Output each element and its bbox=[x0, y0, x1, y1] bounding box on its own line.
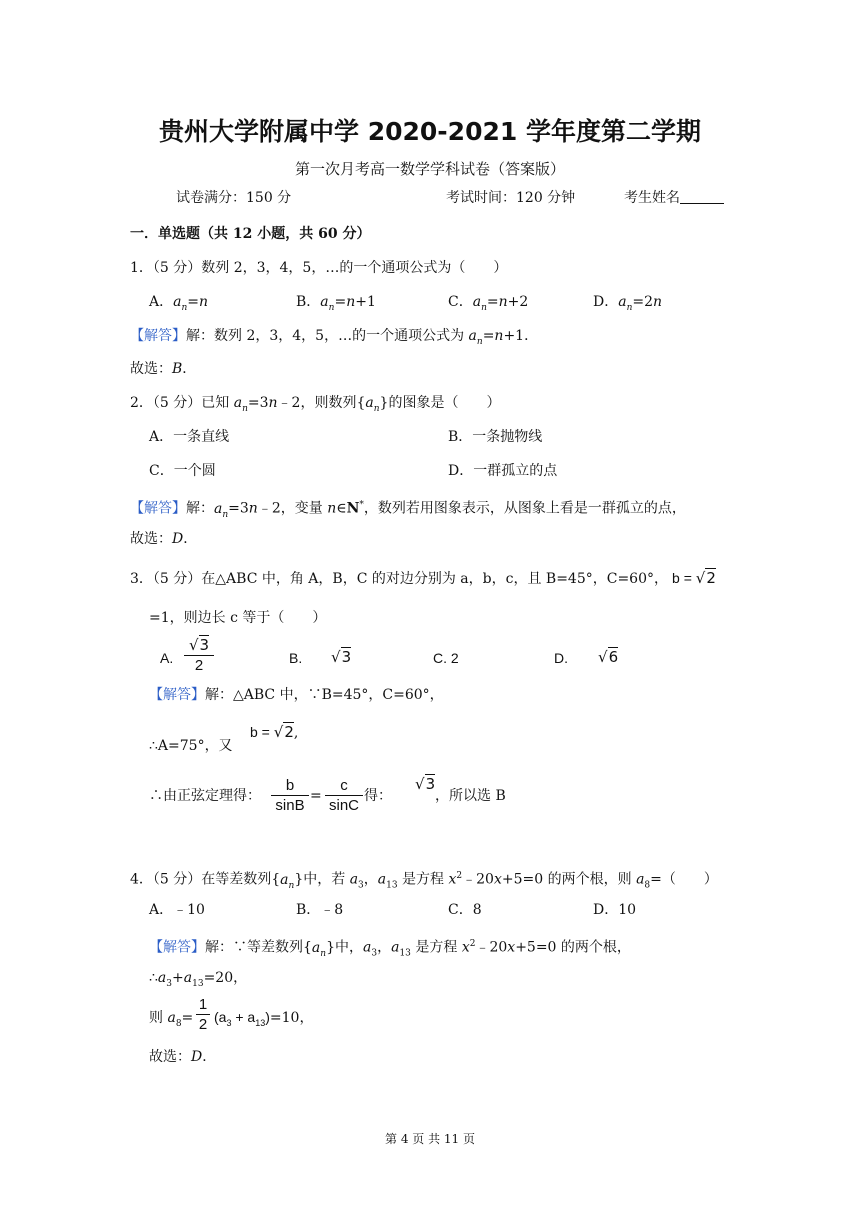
q4-answer-line3-expr: $(a_3 + a_{13})=10$， bbox=[214, 1009, 314, 1028]
answer-tag: 【解答】 bbox=[130, 328, 186, 344]
full-score: 试卷满分：150 分 bbox=[176, 190, 292, 206]
sin-b-fraction: b sinB bbox=[271, 777, 309, 814]
half-fraction: 1 2 bbox=[196, 996, 210, 1033]
q3-answer-line3-c: ，所以选 B bbox=[435, 788, 506, 804]
q4-stem: 4．（5 分）在等差数列$\{a_n\}$中，若 $a_3$，$a_{13}$ 是方程 $x^2﹣20x+5=0$ 的两个根，则 $a_8=$（ ） bbox=[130, 871, 718, 891]
q3-option-a-frac: √3 2 bbox=[184, 636, 214, 674]
q3-answer-line3-a: ∴由正弦定理得： bbox=[149, 788, 261, 804]
q2-option-c: C．一个圆 bbox=[149, 463, 216, 479]
q3-stem-line2: =1，则边长 c 等于（ ） bbox=[149, 610, 327, 626]
q3-answer-sqrt3: √3 bbox=[415, 775, 436, 793]
student-name-label: 考生姓名 bbox=[624, 190, 680, 206]
q4-answer-line3: 则 $a_8=$ bbox=[149, 1010, 194, 1029]
q3-option-d-label: D. bbox=[554, 650, 568, 666]
name-blank bbox=[680, 189, 724, 204]
q1-option-a: A．$a_n=n$ bbox=[149, 294, 209, 313]
q2-option-d: D．一群孤立的点 bbox=[448, 463, 558, 479]
q4-answer-line1: 【解答】解：∵等差数列$\{a_n\}$中，$a_3$，$a_{13}$ 是方程 $x^2﹣20x+5=0$ 的两个根， bbox=[149, 939, 631, 959]
equals-sign: = bbox=[310, 788, 322, 804]
q3-answer-line1: 【解答】解：△ABC 中，∵B=45°，C=60°， bbox=[149, 687, 444, 703]
student-name-field bbox=[624, 189, 724, 207]
page-subtitle: 第一次月考高一数学学科试卷（答案版） bbox=[294, 160, 565, 178]
q3-stem-line1: 3．（5 分）在△ABC 中，角 A，B，C 的对边分别为 a，b，c，且 B=45°，C=60°， b = √2 bbox=[130, 569, 716, 587]
q2-answer: 【解答】解：$a_n=3n﹣2$，变量 n∈N*，数列若用图象表示，从图象上看是一群孤立的点， bbox=[130, 500, 686, 520]
page-footer: 第 4 页 共 11 页 bbox=[385, 1132, 475, 1146]
q3-answer-line3-b: 得： bbox=[364, 788, 392, 804]
q4-option-a: A．﹣10 bbox=[149, 902, 205, 918]
page-title: 贵州大学附属中学 2020-2021 学年度第二学期 bbox=[159, 117, 701, 146]
q3-option-a-label: A. bbox=[160, 650, 174, 666]
sin-c-fraction: c sinC bbox=[325, 777, 363, 814]
q1-answer: 【解答】解：数列 2，3，4，5，…的一个通项公式为 $a_n=n+1$． bbox=[130, 328, 539, 347]
q1-stem: 1．（5 分）数列 2，3，4，5，…的一个通项公式为（ ） bbox=[130, 260, 508, 276]
q1-option-b: B．$a_n=n+1$ bbox=[296, 294, 376, 313]
q2-choice: 故选：D． bbox=[130, 531, 198, 547]
q1-option-d: D．$a_n=2n$ bbox=[593, 294, 663, 313]
q3-option-d-sqrt: √6 bbox=[598, 648, 619, 666]
q2-option-b: B．一条抛物线 bbox=[448, 429, 543, 445]
q3-option-c: C. 2 bbox=[433, 650, 459, 666]
q1-option-c: C．$a_n=n+2$ bbox=[448, 294, 529, 313]
q3-answer-line2-math: b = √2, bbox=[250, 723, 299, 741]
exam-time: 考试时间：120 分钟 bbox=[446, 190, 576, 206]
q3-option-b-sqrt: √3 bbox=[331, 648, 352, 666]
q4-option-b: B．﹣8 bbox=[296, 902, 344, 918]
section-heading: 一．单选题（共 12 小题，共 60 分） bbox=[130, 226, 371, 242]
q3-answer-line2: ∴A=75°，又 bbox=[149, 738, 233, 754]
q4-answer-line2: $\therefore a_3+a_{13}=20$， bbox=[149, 970, 248, 989]
q4-choice: 故选：D． bbox=[149, 1049, 217, 1065]
q4-option-d: D．10 bbox=[593, 902, 637, 918]
q4-option-c: C．8 bbox=[448, 902, 482, 918]
q2-option-a: A．一条直线 bbox=[149, 429, 230, 445]
q2-stem: 2．（5 分）已知 $a_n=3n﹣2$，则数列$\{a_n\}$的图象是（ ） bbox=[130, 395, 501, 414]
q3-option-b-label: B. bbox=[289, 650, 303, 666]
q1-choice: 故选：B． bbox=[130, 361, 197, 377]
